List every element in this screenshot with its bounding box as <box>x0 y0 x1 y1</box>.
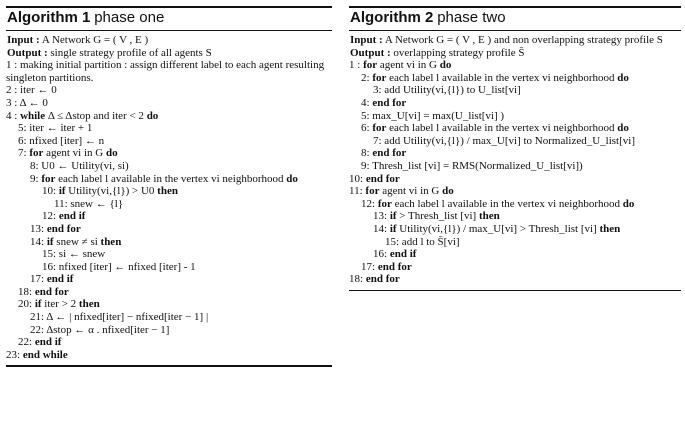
alg2-line-2: 2: for each label l available in the vertex vi neighborhood do <box>361 71 629 84</box>
input-line: Input : A Network G = ( V , E ) <box>7 34 149 46</box>
alg1-line-6: 6: nfixed [iter] ← n <box>18 134 105 147</box>
alg2-line-18: 18: end for <box>349 273 400 286</box>
alg1-line-18: 18: end for <box>18 285 69 298</box>
algorithm-2-title: phase two <box>437 9 506 26</box>
alg1-line-9: 9: for each label l available in the vertex vi neighborhood do <box>30 172 298 185</box>
bottom-rule <box>349 290 681 291</box>
alg2-line-14: 14: if Utility(vi,{l}) / max_U[vi] > Thresh_list [vi] then <box>373 222 621 235</box>
alg1-line-16: 16: nfixed [iter] ← nfixed [iter] - 1 <box>42 260 196 273</box>
alg1-line-5: 5: iter ← iter + 1 <box>18 122 93 135</box>
bottom-rule <box>6 365 332 367</box>
alg2-line-4: 4: end for <box>361 96 407 109</box>
alg1-line-22b: 22: end if <box>18 336 62 349</box>
alg1-line-17: 17: end if <box>30 273 74 286</box>
alg1-line-11: 11: snew ← {l} <box>54 197 124 210</box>
alg1-line-12: 12: end if <box>42 210 86 223</box>
alg1-line-8: 8: U0 ← Utility(vi, si) <box>30 159 129 172</box>
alg1-line-13: 13: end for <box>30 222 81 235</box>
alg2-line-1: 1 : for agent vi in G do <box>349 59 452 72</box>
algorithm-2-label: Algorithm 2 <box>350 9 434 26</box>
alg2-line-9: 9: Thresh_list [vi] = RMS(Normalized_U_list[vi]) <box>361 159 583 172</box>
alg1-line-10: 10: if Utility(vi,{l}) > U0 then <box>42 185 178 198</box>
input-line: Input : A Network G = ( V , E ) and non overlapping strategy profile S <box>350 34 663 46</box>
algorithm-1-title: phase one <box>94 9 165 26</box>
alg1-line-1 <box>6 59 332 84</box>
output-line: Output : overlapping strategy profile S̄ <box>350 46 525 59</box>
alg1-line-7: 7: for agent vi in G do <box>18 147 118 160</box>
alg2-line-11: 11: for agent vi in G do <box>349 185 454 198</box>
alg1-line-15: 15: si ← snew <box>42 248 106 261</box>
algorithm-1-header <box>6 8 332 30</box>
alg1-line-3: 3 : Δ ← 0 <box>6 96 48 109</box>
alg1-line-4: 4 : while Δ ≤ Δstop and iter < 2 do <box>6 109 159 122</box>
algorithm-2-header <box>349 8 681 30</box>
algorithm-2-box <box>349 6 681 291</box>
alg2-line-12: 12: for each label l available in the vertex vi neighborhood do <box>361 197 635 210</box>
algorithm-1-box <box>6 6 332 367</box>
alg2-line-17: 17: end for <box>361 260 412 273</box>
alg2-line-6: 6: for each label l available in the vertex vi neighborhood do <box>361 122 629 135</box>
output-line: Output : single strategy profile of all agents S <box>7 46 212 59</box>
alg1-line-23: 23: end while <box>6 348 68 361</box>
algorithm-1-label: Algorithm 1 <box>7 9 91 26</box>
alg1-line-21: 21: Δ ← | nfixed[iter] − nfixed[iter − 1] | <box>30 311 209 324</box>
alg1-line-14: 14: if snew ≠ si then <box>30 235 122 248</box>
alg2-line-3: 3: add Utility(vi,{l}) to U_list[vi] <box>373 84 521 97</box>
alg1-line-20: 20: if iter > 2 then <box>18 298 100 311</box>
alg2-line-7: 7: add Utility(vi,{l}) / max_U[vi] to Normalized_U_list[vi] <box>373 134 635 147</box>
alg1-line-2: 2 : iter ← 0 <box>6 84 57 97</box>
alg1-line-22a: 22: Δstop ← α . nfixed[iter − 1] <box>30 323 170 336</box>
alg2-line-5: 5: max_U[vi] = max(U_list[vi] ) <box>361 109 505 122</box>
alg1-line-1-text: 1 : making initial partition : assign different label to each agent resulting singleton partitions. <box>6 59 325 84</box>
alg2-line-10: 10: end for <box>349 172 400 185</box>
alg2-line-13: 13: if > Thresh_list [vi] then <box>373 210 500 223</box>
alg2-line-15: 15: add l to S̄[vi] <box>385 235 460 248</box>
alg2-line-16: 16: end if <box>373 248 417 261</box>
alg2-line-8: 8: end for <box>361 147 407 160</box>
